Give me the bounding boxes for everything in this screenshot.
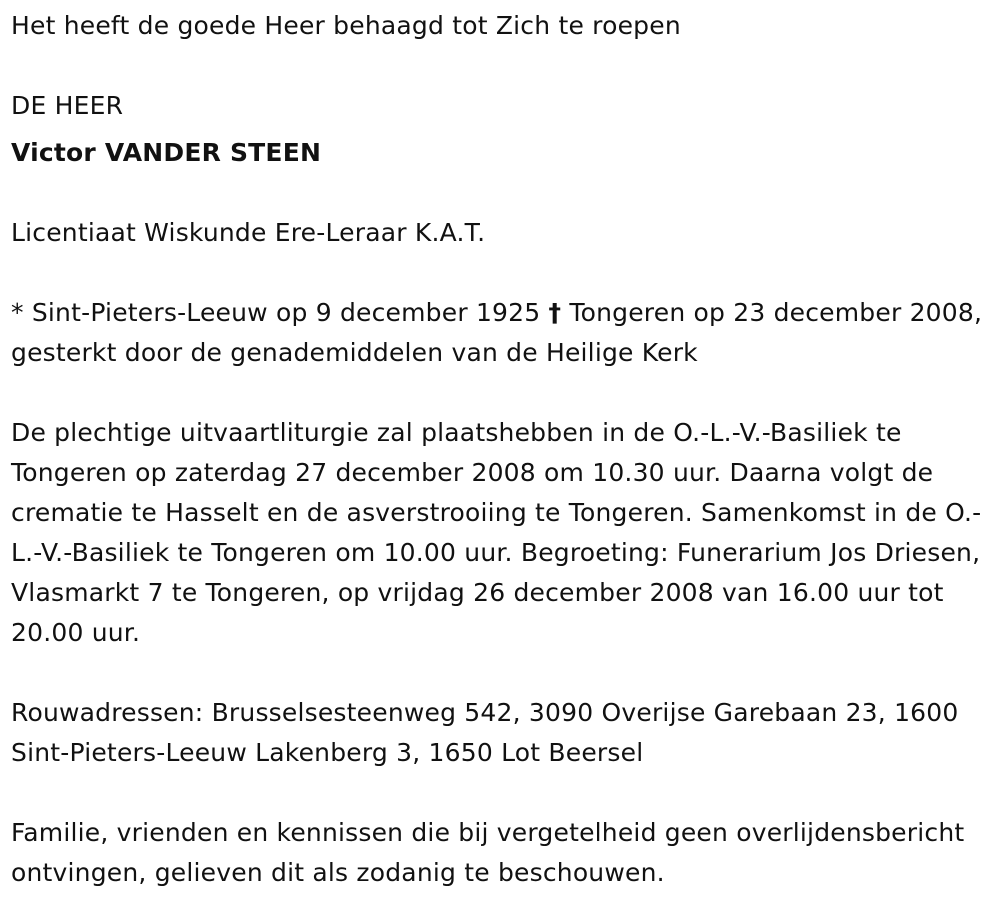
salutation: DE HEER bbox=[11, 91, 124, 120]
intro-line: Het heeft de goede Heer behaagd tot Zich te roepen bbox=[11, 11, 681, 40]
mourning-addresses: Rouwadressen: Brusselsesteenweg 542, 3090 Overijse Garebaan 23, 1600 Sint-Pieters-Leeuw Lakenberg 3, 1650 Lot Beersel bbox=[11, 698, 959, 767]
deceased-name: Victor VANDER STEEN bbox=[11, 138, 322, 167]
closing-note: Familie, vrienden en kennissen die bij vergetelheid geen overlijdensbericht ontvingen, gelieven dit als zodanig te beschouwen. bbox=[11, 818, 965, 887]
death-info: Tongeren op 23 december 2008, gesterkt door de genademiddelen van de Heilige Kerk bbox=[11, 298, 983, 367]
birth-death-line bbox=[11, 293, 996, 373]
funeral-details: De plechtige uitvaartliturgie zal plaatshebben in de O.-L.-V.-Basiliek te Tongeren op zaterdag 27 december 2008 om 10.30 uur. Daarna volgt de crematie te Hasselt en de asverstrooiing te Tongeren. Samenkomst in de O.-L.-V.-Basiliek te Tongeren om 10.00 uur. Begroeting: Funerarium Jos Driesen, Vlasmarkt 7 te Tongeren, op vrijdag 26 december 2008 van 16.00 uur tot 20.00 uur. bbox=[11, 418, 982, 647]
cross-icon: † bbox=[548, 298, 562, 327]
death-notice bbox=[11, 6, 996, 893]
deceased-title: Licentiaat Wiskunde Ere-Leraar K.A.T. bbox=[11, 218, 486, 247]
birth-info: * Sint-Pieters-Leeuw op 9 december 1925 bbox=[11, 298, 541, 327]
